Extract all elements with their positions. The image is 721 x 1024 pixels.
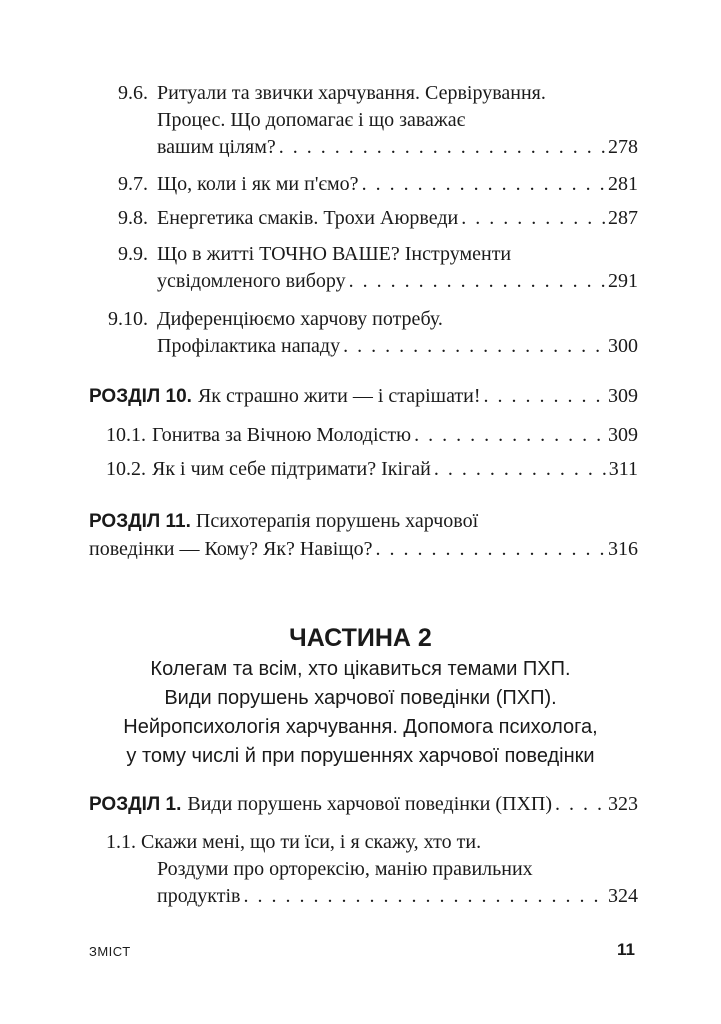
page-number: 11: [617, 940, 635, 959]
toc-entry-10-2: [0, 456, 721, 482]
toc-page-number: 291: [608, 270, 638, 292]
part-subtitle-line: Колегам та всім, хто цікавиться темами ПХП.: [150, 658, 571, 680]
toc-entry-number: 9.10.: [108, 308, 148, 330]
toc-entry-number: 10.2.: [106, 458, 146, 480]
toc-page-number: 309: [608, 385, 638, 407]
toc-entry-title: Енергетика смаків. Трохи Аюрведи: [157, 207, 459, 229]
part-subtitle-line: Нейропсихологія харчування. Допомога психолога,: [123, 716, 598, 738]
toc-page-number: 309: [608, 424, 638, 446]
toc-entry-title-line: Що в житті ТОЧНО ВАШЕ? Інструменти: [157, 243, 512, 265]
toc-entry-number: 10.1.: [106, 424, 146, 446]
toc-entry-title-line: Профілактика нападу: [157, 335, 341, 357]
toc-entry-title-line: Скажи мені, що ти їси, і я скажу, хто ти.: [141, 831, 482, 853]
toc-entry-number: 9.7.: [118, 173, 148, 195]
part-title: ЧАСТИНА 2: [289, 624, 432, 652]
toc-page-number: 316: [608, 538, 638, 560]
toc-page-number: 278: [608, 136, 638, 158]
dot-leader: [484, 383, 605, 409]
toc-entry-9-6: [0, 80, 721, 160]
toc-entry-1-1: [0, 829, 721, 909]
part-subtitle-line: у тому числі й при порушеннях харчової поведінки: [126, 745, 595, 767]
toc-entry-title-line: вашим цілям?: [157, 136, 276, 158]
toc-page-number: 281: [608, 173, 638, 195]
toc-entry-9-10: [0, 306, 721, 359]
toc-chapter-11: [0, 508, 721, 561]
toc-entry-heading-line: [106, 829, 481, 855]
toc-entry-title: Гонитва за Вічною Молодістю: [152, 424, 412, 446]
toc-chapter-10: [0, 383, 721, 409]
running-footer-section: ЗМІСТ: [89, 944, 131, 959]
dot-leader: [461, 205, 605, 231]
chapter-label: РОЗДІЛ 10.: [89, 386, 192, 407]
toc-chapter-1: [0, 791, 721, 817]
toc-page-number: 324: [608, 885, 638, 907]
toc-entry-number: 9.9.: [118, 243, 148, 265]
dot-leader: [349, 268, 605, 294]
toc-page-number: 287: [608, 207, 638, 229]
toc-entry-9-8: [0, 205, 721, 231]
chapter-label: РОЗДІЛ 1.: [89, 794, 182, 815]
chapter-title: Як страшно жити — і старішати!: [197, 385, 481, 407]
toc-entry-number: 9.6.: [118, 82, 148, 104]
toc-entry-number: 1.1.: [106, 831, 136, 853]
toc-entry-title-line: продуктів: [157, 885, 241, 907]
dot-leader: [343, 333, 605, 359]
dot-leader: [244, 883, 606, 909]
dot-leader: [376, 536, 605, 562]
dot-leader: [434, 456, 606, 482]
dot-leader: [362, 171, 605, 197]
toc-entry-title-line: усвідомленого вибору: [157, 270, 346, 292]
toc-entry-title-line: Процес. Що допомагає і що заважає: [157, 109, 466, 131]
toc-entry-title-line: Роздуми про орторексію, манію правильних: [157, 858, 533, 880]
toc-entry-number: 9.8.: [118, 207, 148, 229]
toc-page-number: 311: [608, 458, 638, 480]
toc-page-number: 300: [608, 335, 638, 357]
toc-entry-10-1: [0, 422, 721, 448]
toc-entry-title-line: Диференціюємо харчову потребу.: [157, 308, 443, 330]
dot-leader: [279, 134, 605, 160]
chapter-label: РОЗДІЛ 11.: [89, 511, 191, 532]
toc-entry-title-line: Ритуали та звички харчування. Сервірування.: [157, 82, 546, 104]
chapter-title-line: поведінки — Кому? Як? Навіщо?: [89, 538, 373, 560]
toc-entry-9-7: [0, 171, 721, 197]
chapter-heading-line: [89, 508, 478, 535]
chapter-title: Види порушень харчової поведінки (ПХП): [187, 793, 553, 815]
dot-leader: [414, 422, 605, 448]
dot-leader: [555, 791, 605, 817]
part-subtitle-line: Види порушень харчової поведінки (ПХП).: [164, 687, 557, 709]
chapter-title-line: Психотерапія порушень харчової: [195, 510, 479, 532]
toc-entry-9-9: [0, 241, 721, 294]
toc-entry-title: Як і чим себе підтримати? Ікігай: [152, 458, 431, 480]
toc-page-number: 323: [608, 793, 638, 815]
toc-entry-title: Що, коли і як ми п'ємо?: [157, 173, 359, 195]
